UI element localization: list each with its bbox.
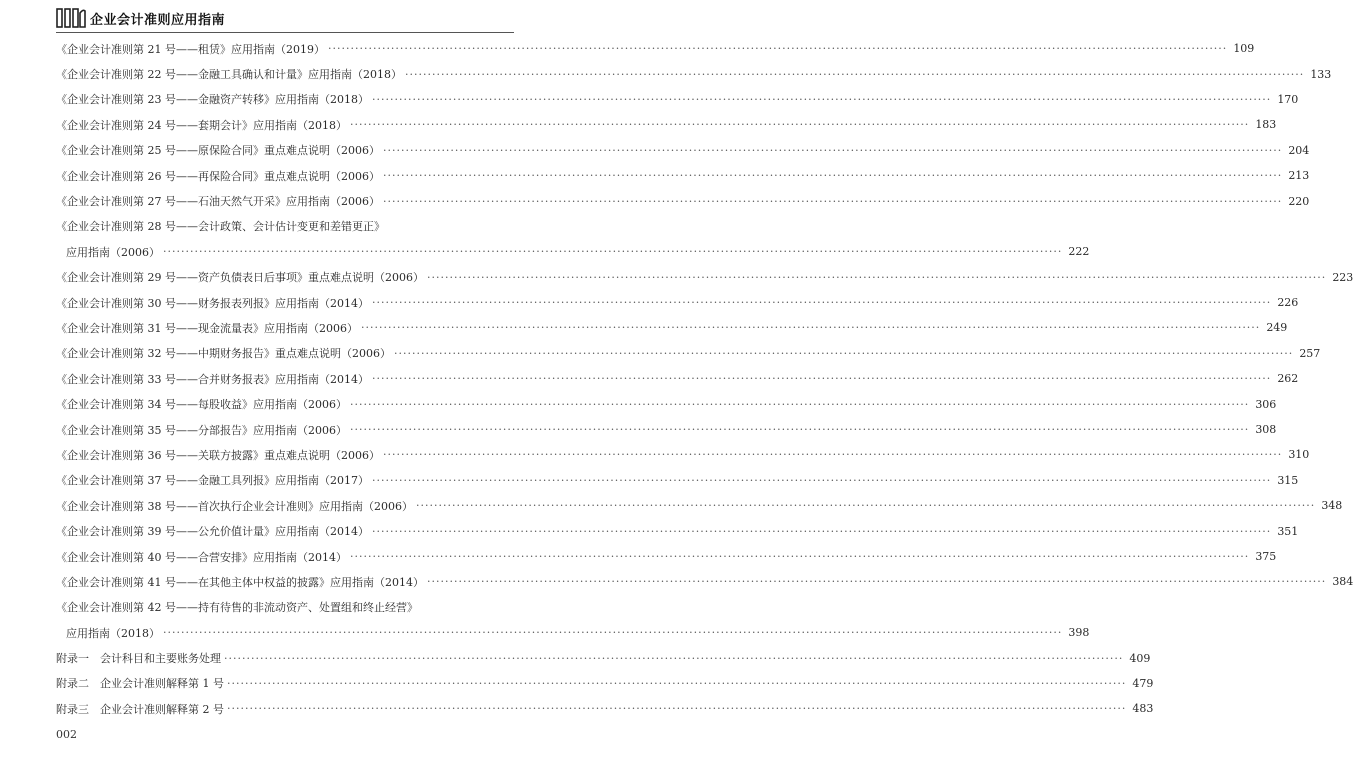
dot-leader: ········································································································································································································ <box>327 42 1228 56</box>
dot-leader: ········································································································································································································ <box>371 296 1272 310</box>
toc-entry-page: 220 <box>1288 194 1310 208</box>
dot-leader: ········································································································································································································ <box>415 499 1316 513</box>
book-columns-icon <box>56 7 86 29</box>
toc-entry[interactable] <box>56 696 1154 721</box>
toc-entry-page: 257 <box>1299 346 1321 360</box>
toc-entry-page: 315 <box>1277 473 1299 487</box>
toc-entry-title: 《企业会计准则第 26 号——再保险合同》重点难点说明（2006） <box>56 169 380 183</box>
toc-entry[interactable] <box>56 595 496 620</box>
toc-entry-title: 《企业会计准则第 40 号——合营安排》应用指南（2014） <box>56 550 347 564</box>
dot-leader: ········································································································································································································ <box>382 143 1283 157</box>
toc-entry-title: 《企业会计准则第 37 号——金融工具列报》应用指南（2017） <box>56 474 369 488</box>
toc-entry-title: 《企业会计准则第 25 号——原保险合同》重点难点说明（2006） <box>56 144 380 158</box>
toc-entry[interactable] <box>56 188 1310 213</box>
toc-entry-title: 《企业会计准则第 23 号——金融资产转移》应用指南（2018） <box>56 93 369 107</box>
dot-leader: ········································································································································································································ <box>349 423 1250 437</box>
table-of-contents <box>56 36 1353 722</box>
toc-entry[interactable] <box>56 569 1353 594</box>
toc-entry[interactable] <box>56 366 1299 391</box>
toc-entry-title: 《企业会计准则第 35 号——分部报告》应用指南（2006） <box>56 423 347 437</box>
toc-entry-title: 《企业会计准则第 31 号——现金流量表》应用指南（2006） <box>56 321 358 335</box>
toc-entry-title: 《企业会计准则第 28 号——会计政策、会计估计变更和差错更正》 <box>56 220 385 234</box>
dot-leader: ········································································································································································································ <box>227 702 1127 716</box>
dot-leader: ········································································································································································································ <box>349 118 1250 132</box>
toc-entry-title: 《企业会计准则第 42 号——持有待售的非流动资产、处置组和终止经营》 <box>56 601 418 615</box>
toc-entry-page: 351 <box>1277 524 1299 538</box>
toc-entry-page: 109 <box>1233 42 1255 56</box>
toc-entry-page: 183 <box>1255 118 1277 132</box>
toc-entry[interactable] <box>56 239 1090 264</box>
toc-entry-page: 223 <box>1332 270 1353 284</box>
toc-entry[interactable] <box>56 493 1343 518</box>
toc-entry[interactable] <box>56 341 1321 366</box>
header-rule <box>56 32 514 33</box>
toc-entry-title: 《企业会计准则第 38 号——首次执行企业会计准则》应用指南（2006） <box>56 499 413 513</box>
toc-entry-title: 应用指南（2006） <box>66 245 160 259</box>
toc-entry-title: 附录三 企业会计准则解释第 2 号 <box>56 702 224 716</box>
toc-entry[interactable] <box>56 417 1277 442</box>
toc-entry-page: 249 <box>1266 321 1288 335</box>
toc-entry[interactable] <box>56 544 1277 569</box>
toc-entry-page: 483 <box>1132 702 1154 716</box>
dot-leader: ········································································································································································································ <box>426 575 1327 589</box>
dot-leader: ········································································································································································································ <box>393 346 1294 360</box>
toc-entry-page: 306 <box>1255 397 1277 411</box>
toc-entry-title: 《企业会计准则第 41 号——在其他主体中权益的披露》应用指南（2014） <box>56 575 424 589</box>
toc-entry[interactable] <box>56 163 1310 188</box>
dot-leader: ········································································································································································································ <box>382 448 1283 462</box>
toc-entry-page: 384 <box>1332 575 1353 589</box>
dot-leader: ········································································································································································································ <box>382 169 1283 183</box>
header-title: 企业会计准则应用指南 <box>90 12 226 28</box>
dot-leader: ········································································································································································································ <box>371 524 1272 538</box>
toc-entry-page: 133 <box>1310 67 1332 81</box>
toc-entry-page: 204 <box>1288 143 1310 157</box>
toc-entry[interactable] <box>56 620 1090 645</box>
toc-entry-title: 应用指南（2018） <box>66 626 160 640</box>
dot-leader: ········································································································································································································ <box>404 67 1305 81</box>
dot-leader: ········································································································································································································ <box>349 550 1250 563</box>
toc-entry-title: 《企业会计准则第 36 号——关联方披露》重点难点说明（2006） <box>56 448 380 462</box>
toc-entry-title: 《企业会计准则第 39 号——公允价值计量》应用指南（2014） <box>56 525 369 539</box>
toc-entry-page: 213 <box>1288 169 1310 183</box>
toc-entry[interactable] <box>56 61 1332 86</box>
toc-entry-title: 《企业会计准则第 22 号——金融工具确认和计量》应用指南（2018） <box>56 68 402 82</box>
toc-entry[interactable] <box>56 645 1151 670</box>
page-number: 002 <box>56 728 77 741</box>
toc-entry[interactable] <box>56 290 1299 315</box>
dot-leader: ········································································································································································································ <box>224 651 1124 665</box>
toc-entry[interactable] <box>56 87 1299 112</box>
toc-entry-title: 《企业会计准则第 24 号——套期会计》应用指南（2018） <box>56 118 347 132</box>
dot-leader: ········································································································································································································ <box>349 397 1250 411</box>
toc-entry[interactable] <box>56 315 1288 340</box>
toc-entry-title: 《企业会计准则第 27 号——石油天然气开采》应用指南（2006） <box>56 195 380 209</box>
toc-entry[interactable] <box>56 112 1277 137</box>
toc-entry-page: 222 <box>1068 245 1090 259</box>
dot-leader: ········································································································································································································ <box>382 194 1283 208</box>
toc-entry-page: 262 <box>1277 372 1299 386</box>
dot-leader: ········································································································································································································ <box>371 92 1272 106</box>
toc-entry-page: 226 <box>1277 296 1299 310</box>
toc-entry[interactable] <box>56 671 1154 696</box>
toc-entry-page: 348 <box>1321 499 1343 513</box>
toc-entry-title: 《企业会计准则第 30 号——财务报表列报》应用指南（2014） <box>56 296 369 310</box>
toc-entry[interactable] <box>56 468 1299 493</box>
toc-entry-page: 409 <box>1129 651 1151 665</box>
dot-leader: ········································································································································································································ <box>163 626 1063 640</box>
toc-entry[interactable] <box>56 518 1299 543</box>
toc-entry-page: 308 <box>1255 423 1277 437</box>
dot-leader: ········································································································································································································ <box>163 245 1063 259</box>
toc-entry[interactable] <box>56 214 496 239</box>
running-header <box>56 6 516 30</box>
toc-entry-title: 附录一 会计科目和主要账务处理 <box>56 652 221 666</box>
toc-entry-title: 《企业会计准则第 21 号——租赁》应用指南（2019） <box>56 42 325 56</box>
dot-leader: ········································································································································································································ <box>371 473 1272 487</box>
toc-entry[interactable] <box>56 36 1255 61</box>
dot-leader: ········································································································································································································ <box>371 372 1272 386</box>
toc-entry-title: 《企业会计准则第 33 号——合并财务报表》应用指南（2014） <box>56 372 369 386</box>
dot-leader: ········································································································································································································ <box>426 270 1327 284</box>
toc-entry-page: 479 <box>1132 676 1154 690</box>
toc-entry[interactable] <box>56 138 1310 163</box>
toc-entry-page: 398 <box>1068 626 1090 640</box>
toc-entry-title: 《企业会计准则第 34 号——每股收益》应用指南（2006） <box>56 398 347 412</box>
toc-entry-page: 310 <box>1288 448 1310 462</box>
toc-entry-title: 《企业会计准则第 29 号——资产负债表日后事项》重点难点说明（2006） <box>56 271 424 285</box>
toc-entry-title: 附录二 企业会计准则解释第 1 号 <box>56 677 224 691</box>
dot-leader: ········································································································································································································ <box>360 321 1261 335</box>
dot-leader: ········································································································································································································ <box>227 676 1127 690</box>
toc-entry[interactable] <box>56 442 1310 467</box>
toc-entry-page: 170 <box>1277 92 1299 106</box>
toc-entry[interactable] <box>56 391 1277 416</box>
toc-entry-title: 《企业会计准则第 32 号——中期财务报告》重点难点说明（2006） <box>56 347 391 361</box>
toc-entry[interactable] <box>56 265 1353 290</box>
toc-entry-page: 375 <box>1255 550 1277 563</box>
